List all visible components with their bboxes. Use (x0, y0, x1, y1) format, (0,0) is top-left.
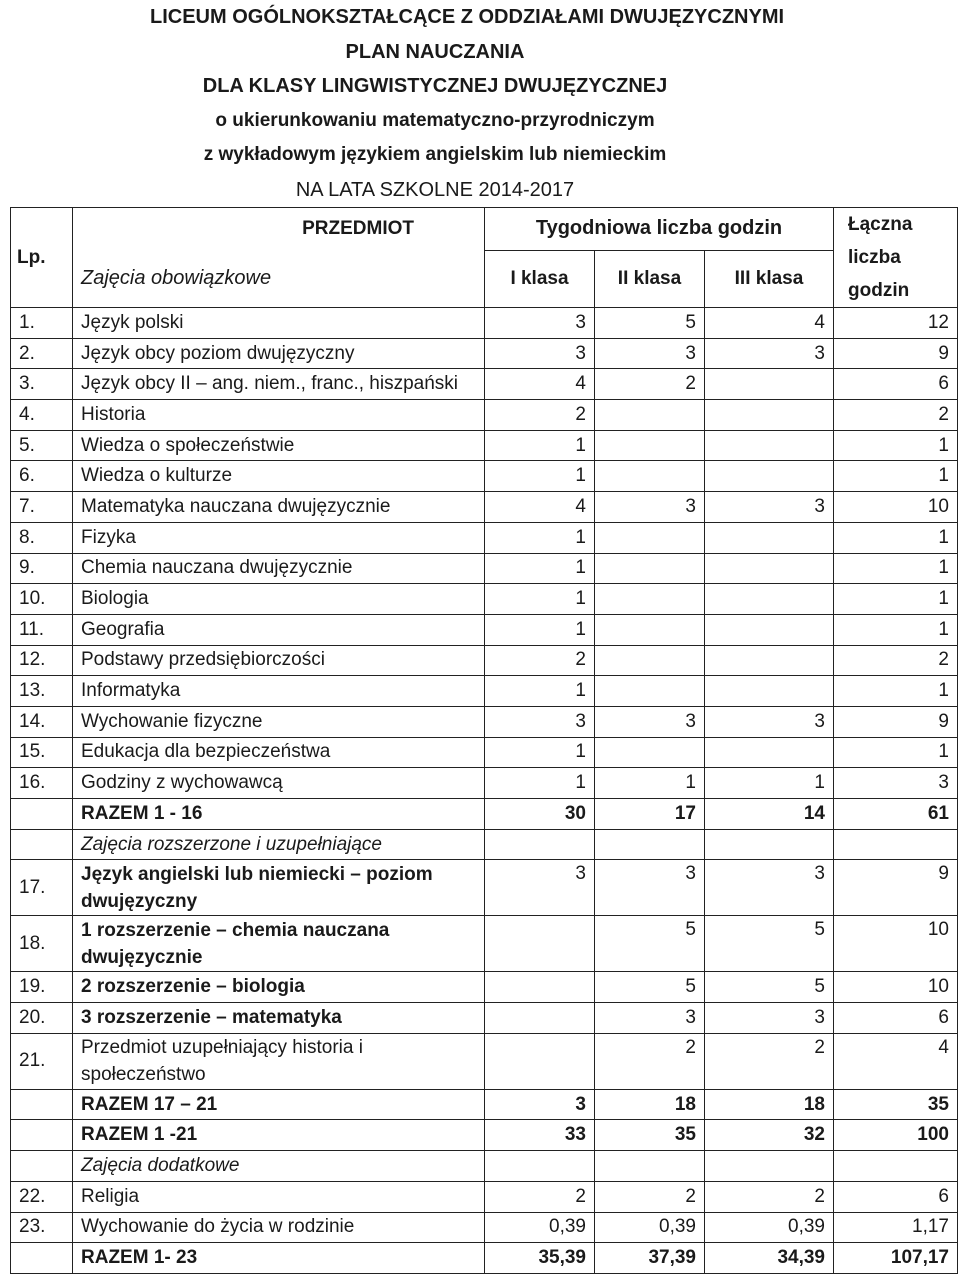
table-row (11, 1003, 958, 1034)
obligatory-rows (11, 308, 958, 799)
sum-row-1-21 (11, 1120, 958, 1151)
class-3-header: III klasa (705, 250, 834, 307)
table-row (11, 461, 958, 492)
row-number: 19. (11, 972, 73, 1003)
sum-label: RAZEM 17 – 21 (73, 1089, 485, 1120)
total-hours: 10 (834, 972, 958, 1003)
total-hours-header: Łączna liczba godzin (834, 208, 958, 308)
total-hours: 1 (834, 553, 958, 584)
total-hours: 9 (834, 706, 958, 737)
table-row (11, 768, 958, 799)
class-2-hours (595, 584, 705, 615)
class-2-hours (595, 737, 705, 768)
table-row (11, 369, 958, 400)
empty-cell (595, 829, 705, 860)
class-1-hours: 1 (485, 553, 595, 584)
class-1-hours: 1 (485, 737, 595, 768)
class-2-hours (595, 553, 705, 584)
class-2-hours (595, 614, 705, 645)
class-1-hours: 3 (485, 308, 595, 339)
class-2-hours: 5 (595, 308, 705, 339)
table-row (11, 645, 958, 676)
subject-name: Godziny z wychowawcą (73, 768, 485, 799)
sum-k3: 34,39 (705, 1243, 834, 1274)
class-2-hours (595, 400, 705, 431)
class-1-hours (485, 1033, 595, 1089)
class-1-hours (485, 916, 595, 972)
total-hours: 10 (834, 492, 958, 523)
total-hours: 1 (834, 430, 958, 461)
class-1-hours (485, 972, 595, 1003)
total-hours: 10 (834, 916, 958, 972)
sum-k3: 14 (705, 799, 834, 830)
title-line-5: z wykładowym językiem angielskim lub niemieckim (203, 144, 667, 166)
class-3-hours (705, 614, 834, 645)
sum-k1: 35,39 (485, 1243, 595, 1274)
empty-cell (595, 1151, 705, 1182)
class-3-hours: 3 (705, 338, 834, 369)
curriculum-table (10, 207, 958, 1274)
sum-total: 107,17 (834, 1243, 958, 1274)
table-row (11, 916, 958, 972)
subject-name: Przedmiot uzupełniający historia i społeczeństwo (73, 1033, 485, 1089)
lp-cell (11, 799, 73, 830)
header-row-1 (11, 208, 958, 251)
row-number: 11. (11, 614, 73, 645)
sum-label: RAZEM 1 - 16 (73, 799, 485, 830)
class-1-hours: 2 (485, 645, 595, 676)
class-1-hours: 3 (485, 706, 595, 737)
total-hours: 1 (834, 584, 958, 615)
table-row (11, 1212, 958, 1243)
sum-k2: 17 (595, 799, 705, 830)
class-2-header: II klasa (595, 250, 705, 307)
row-number: 6. (11, 461, 73, 492)
empty-cell (485, 1151, 595, 1182)
table-row (11, 553, 958, 584)
class-1-hours: 1 (485, 676, 595, 707)
lp-cell (11, 1151, 73, 1182)
class-1-hours: 4 (485, 369, 595, 400)
title-line-2: PLAN NAUCZANIA (345, 40, 525, 63)
class-1-hours: 1 (485, 614, 595, 645)
obligatory-section-label: Zajęcia obowiązkowe (73, 250, 485, 307)
class-2-hours: 3 (595, 492, 705, 523)
class-2-hours: 5 (595, 916, 705, 972)
subject-name: Matematyka nauczana dwujęzycznie (73, 492, 485, 523)
class-3-hours (705, 430, 834, 461)
row-number: 8. (11, 522, 73, 553)
total-hours: 1 (834, 522, 958, 553)
total-hours: 9 (834, 338, 958, 369)
extended-section-label: Zajęcia rozszerzone i uzupełniające (73, 829, 485, 860)
class-3-hours (705, 584, 834, 615)
class-2-hours: 0,39 (595, 1212, 705, 1243)
class-3-hours: 2 (705, 1181, 834, 1212)
class-1-hours: 1 (485, 584, 595, 615)
subject-name: Wychowanie fizyczne (73, 706, 485, 737)
class-2-hours: 5 (595, 972, 705, 1003)
total-hours: 3 (834, 768, 958, 799)
class-1-hours: 0,39 (485, 1212, 595, 1243)
class-3-hours: 1 (705, 768, 834, 799)
table-row (11, 400, 958, 431)
class-2-hours (595, 461, 705, 492)
row-number: 16. (11, 768, 73, 799)
row-number: 7. (11, 492, 73, 523)
class-3-hours (705, 461, 834, 492)
empty-cell (834, 1151, 958, 1182)
class-1-hours: 1 (485, 522, 595, 553)
row-number: 2. (11, 338, 73, 369)
subject-name: Wiedza o społeczeństwie (73, 430, 485, 461)
lp-cell (11, 1243, 73, 1274)
total-hours: 1,17 (834, 1212, 958, 1243)
subject-name: Religia (73, 1181, 485, 1212)
row-number: 3. (11, 369, 73, 400)
class-3-hours (705, 553, 834, 584)
class-2-hours (595, 645, 705, 676)
class-2-hours (595, 430, 705, 461)
row-number: 10. (11, 584, 73, 615)
total-hours: 12 (834, 308, 958, 339)
total-hours: 2 (834, 400, 958, 431)
class-2-hours: 3 (595, 338, 705, 369)
table-row (11, 860, 958, 916)
subject-name: Wychowanie do życia w rodzinie (73, 1212, 485, 1243)
subject-name: Fizyka (73, 522, 485, 553)
weekly-hours-header: Tygodniowa liczba godzin (485, 208, 834, 251)
subject-name: Informatyka (73, 676, 485, 707)
row-number: 9. (11, 553, 73, 584)
class-1-hours: 3 (485, 338, 595, 369)
title-line-6: NA LATA SZKOLNE 2014-2017 (295, 178, 575, 201)
subject-name: Język angielski lub niemiecki – poziom dwujęzyczny (73, 860, 485, 916)
subject-name: Chemia nauczana dwujęzycznie (73, 553, 485, 584)
subject-name: Język obcy II – ang. niem., franc., hiszpański (73, 369, 485, 400)
subject-name: Historia (73, 400, 485, 431)
subject-name: Geografia (73, 614, 485, 645)
sum-label: RAZEM 1 -21 (73, 1120, 485, 1151)
class-2-hours: 2 (595, 1181, 705, 1212)
class-1-hours: 3 (485, 860, 595, 916)
total-hours: 2 (834, 645, 958, 676)
additional-section-label: Zajęcia dodatkowe (73, 1151, 485, 1182)
sum-k2: 18 (595, 1089, 705, 1120)
empty-cell (705, 1151, 834, 1182)
empty-cell (485, 829, 595, 860)
class-3-hours (705, 522, 834, 553)
total-hours: 6 (834, 1181, 958, 1212)
row-number: 12. (11, 645, 73, 676)
table-row (11, 338, 958, 369)
class-1-hours: 1 (485, 461, 595, 492)
table-row (11, 430, 958, 461)
class-2-hours: 3 (595, 860, 705, 916)
subject-header: PRZEDMIOT (73, 208, 485, 251)
extended-rows (11, 860, 958, 1089)
table-row (11, 1033, 958, 1089)
row-number: 15. (11, 737, 73, 768)
table-row (11, 676, 958, 707)
class-3-hours: 3 (705, 492, 834, 523)
total-hours: 1 (834, 614, 958, 645)
row-number: 22. (11, 1181, 73, 1212)
lp-header: Lp. (11, 208, 73, 308)
lp-cell (11, 1120, 73, 1151)
class-3-hours: 2 (705, 1033, 834, 1089)
sum-row-1-16 (11, 799, 958, 830)
total-hours: 6 (834, 369, 958, 400)
sum-k2: 37,39 (595, 1243, 705, 1274)
total-hours: 1 (834, 461, 958, 492)
class-3-hours (705, 369, 834, 400)
table-row (11, 972, 958, 1003)
sum-label: RAZEM 1- 23 (73, 1243, 485, 1274)
class-2-hours: 1 (595, 768, 705, 799)
table-row (11, 522, 958, 553)
class-3-hours: 3 (705, 1003, 834, 1034)
row-number: 20. (11, 1003, 73, 1034)
table-row (11, 492, 958, 523)
class-2-hours (595, 676, 705, 707)
subject-name: Edukacja dla bezpieczeństwa (73, 737, 485, 768)
row-number: 17. (11, 860, 73, 916)
row-number: 21. (11, 1033, 73, 1089)
total-hours: 9 (834, 860, 958, 916)
sum-k1: 30 (485, 799, 595, 830)
table-row (11, 308, 958, 339)
total-hours: 4 (834, 1033, 958, 1089)
class-2-hours: 3 (595, 1003, 705, 1034)
table-row (11, 706, 958, 737)
lp-cell (11, 1089, 73, 1120)
sum-k2: 35 (595, 1120, 705, 1151)
subject-name: Biologia (73, 584, 485, 615)
table-row (11, 737, 958, 768)
sum-total: 35 (834, 1089, 958, 1120)
row-number: 5. (11, 430, 73, 461)
class-1-hours: 2 (485, 1181, 595, 1212)
table-row (11, 584, 958, 615)
title-line-3: DLA KLASY LINGWISTYCZNEJ DWUJĘZYCZNEJ (202, 75, 668, 98)
subject-name: 2 rozszerzenie – biologia (73, 972, 485, 1003)
class-2-hours (595, 522, 705, 553)
class-1-header: I klasa (485, 250, 595, 307)
sum-k1: 33 (485, 1120, 595, 1151)
total-hours: 1 (834, 737, 958, 768)
subject-name: Wiedza o kulturze (73, 461, 485, 492)
sum-k3: 18 (705, 1089, 834, 1120)
class-3-hours: 3 (705, 706, 834, 737)
class-3-hours (705, 400, 834, 431)
class-3-hours (705, 737, 834, 768)
row-number: 1. (11, 308, 73, 339)
row-number: 23. (11, 1212, 73, 1243)
lp-cell (11, 829, 73, 860)
row-number: 13. (11, 676, 73, 707)
table-row (11, 614, 958, 645)
subject-name: Język obcy poziom dwujęzyczny (73, 338, 485, 369)
class-3-hours: 0,39 (705, 1212, 834, 1243)
extended-section-row (11, 829, 958, 860)
class-1-hours: 1 (485, 768, 595, 799)
additional-section-row (11, 1151, 958, 1182)
title-line-1: LICEUM OGÓLNOKSZTAŁCĄCE Z ODDZIAŁAMI DWUJĘZYCZNYMI (150, 6, 785, 28)
sum-total: 100 (834, 1120, 958, 1151)
sum-row-17-21 (11, 1089, 958, 1120)
class-2-hours: 2 (595, 1033, 705, 1089)
subject-name: 1 rozszerzenie – chemia nauczana dwujęzycznie (73, 916, 485, 972)
class-1-hours: 4 (485, 492, 595, 523)
sum-k1: 3 (485, 1089, 595, 1120)
header-row-2 (11, 250, 958, 307)
subject-name: Język polski (73, 308, 485, 339)
empty-cell (834, 829, 958, 860)
title-line-4: o ukierunkowaniu matematyczno-przyrodniczym (215, 109, 655, 131)
additional-rows (11, 1181, 958, 1242)
class-3-hours: 5 (705, 916, 834, 972)
sum-row-1-23 (11, 1243, 958, 1274)
table-row (11, 1181, 958, 1212)
class-1-hours: 1 (485, 430, 595, 461)
class-3-hours (705, 645, 834, 676)
row-number: 4. (11, 400, 73, 431)
subject-name: 3 rozszerzenie – matematyka (73, 1003, 485, 1034)
class-2-hours: 3 (595, 706, 705, 737)
empty-cell (705, 829, 834, 860)
class-1-hours: 2 (485, 400, 595, 431)
subject-name: Podstawy przedsiębiorczości (73, 645, 485, 676)
row-number: 18. (11, 916, 73, 972)
class-2-hours: 2 (595, 369, 705, 400)
total-hours: 1 (834, 676, 958, 707)
class-3-hours: 3 (705, 860, 834, 916)
row-number: 14. (11, 706, 73, 737)
class-3-hours: 4 (705, 308, 834, 339)
class-3-hours: 5 (705, 972, 834, 1003)
total-hours: 6 (834, 1003, 958, 1034)
sum-total: 61 (834, 799, 958, 830)
class-1-hours (485, 1003, 595, 1034)
document-title (150, 0, 785, 208)
class-3-hours (705, 676, 834, 707)
sum-k3: 32 (705, 1120, 834, 1151)
